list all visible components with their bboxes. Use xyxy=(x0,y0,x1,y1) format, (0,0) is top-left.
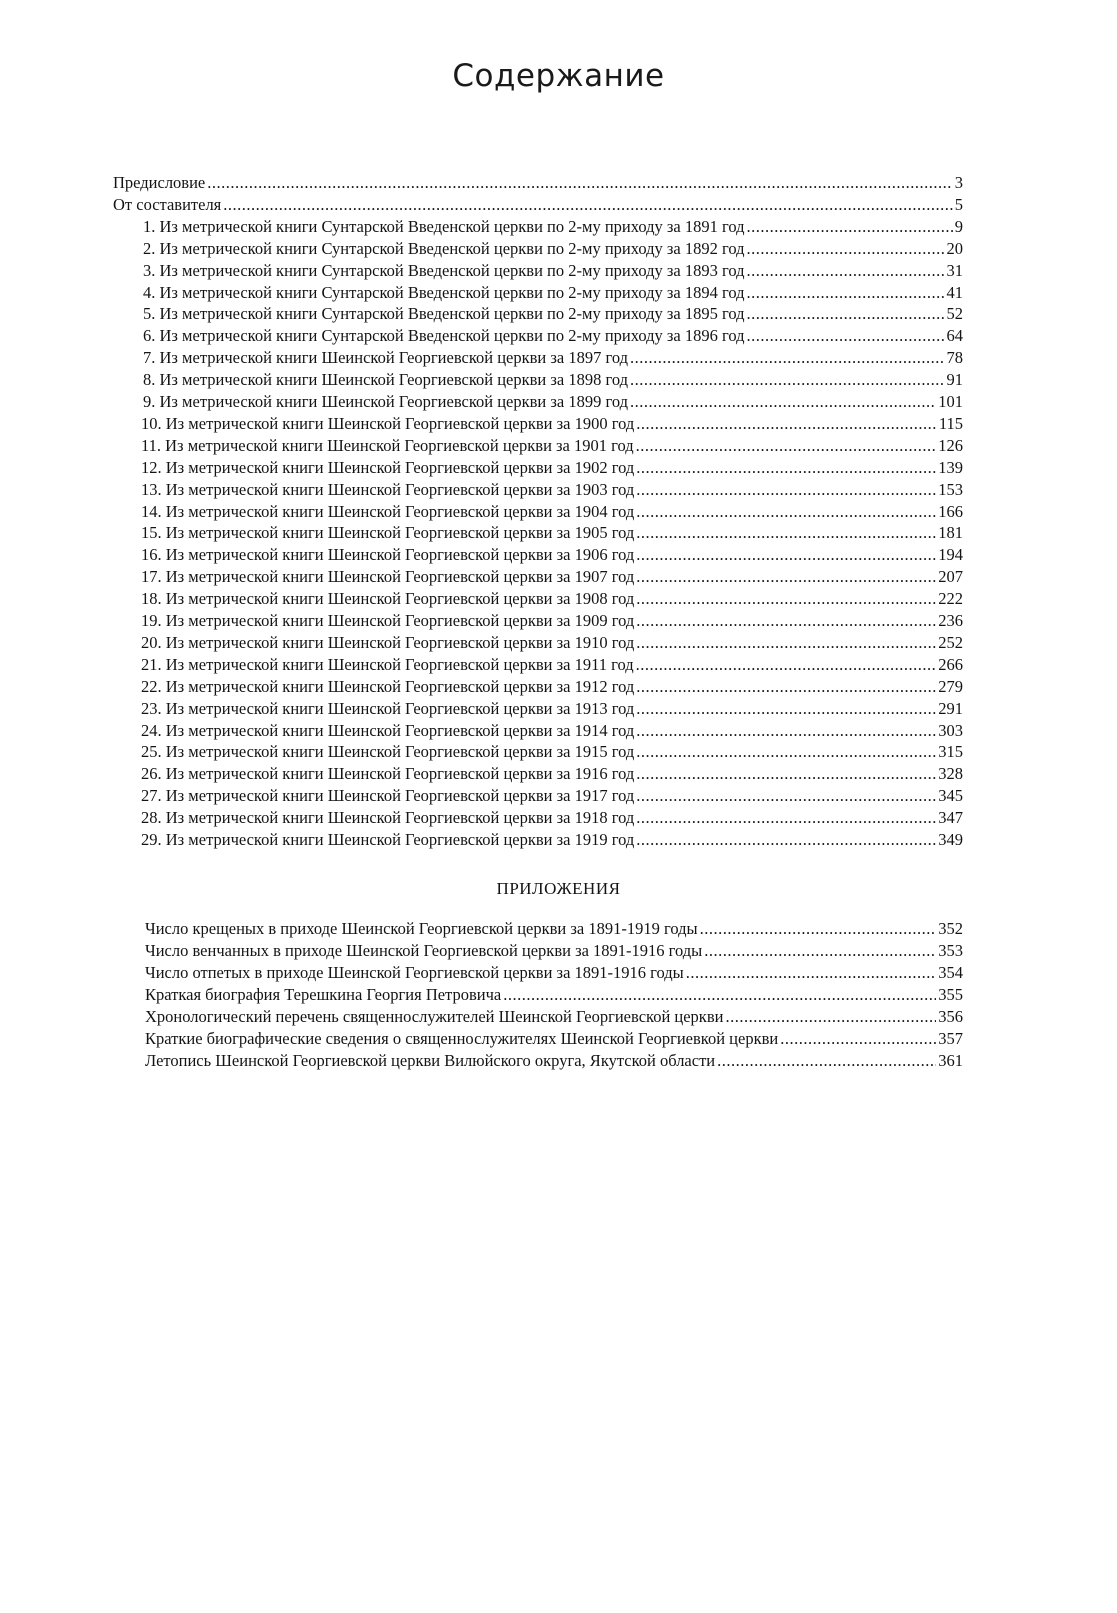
dot-leader xyxy=(747,303,945,325)
toc-entry-page: 52 xyxy=(946,304,963,324)
dot-leader xyxy=(636,501,936,523)
toc-entry-title: Хронологический перечень священнослужителей Шеинской Георгиевской церкви xyxy=(145,1007,724,1026)
dot-leader xyxy=(700,918,937,940)
toc-entry-page: 20 xyxy=(946,238,963,258)
page-title: Содержание xyxy=(452,58,665,94)
toc-entry-page: 354 xyxy=(938,963,963,982)
appendix-row xyxy=(145,984,963,1006)
toc-entry-title: 18. Из метрической книги Шеинской Георгиевской церкви за 1908 год xyxy=(141,589,635,609)
toc-row xyxy=(143,347,963,369)
toc-row xyxy=(143,369,963,391)
appendix-row xyxy=(145,962,963,984)
dot-leader xyxy=(636,457,936,479)
toc-entry-page: 347 xyxy=(938,808,963,828)
toc-entry-title: 27. Из метрической книги Шеинской Георгиевской церкви за 1917 год xyxy=(141,786,635,806)
toc-entry-page: 349 xyxy=(938,830,963,849)
appendix-heading: ПРИЛОЖЕНИЯ xyxy=(496,879,621,898)
toc-row xyxy=(141,807,963,829)
toc-entry-title: Число крещеных в приходе Шеинской Георгиевской церкви за 1891-1919 годы xyxy=(145,919,698,938)
toc-entry-page: 207 xyxy=(938,567,963,587)
toc-entry-title: 7. Из метрической книги Шеинской Георгиевской церкви за 1897 год xyxy=(143,348,629,368)
toc-row xyxy=(141,785,963,807)
toc-entry-page: 345 xyxy=(938,786,963,806)
toc-row xyxy=(143,325,963,347)
toc-entry-page: 139 xyxy=(938,457,963,477)
toc-row xyxy=(141,720,963,742)
dot-leader xyxy=(636,522,936,544)
toc-entry-title: 25. Из метрической книги Шеинской Георгиевской церкви за 1915 год xyxy=(141,742,635,762)
toc-entry-title: 17. Из метрической книги Шеинской Георгиевской церкви за 1907 год xyxy=(141,567,635,587)
toc-row xyxy=(141,632,963,654)
toc-entry-title: Летопись Шеинской Георгиевской церкви Вилюйского округа, Якутской области xyxy=(145,1051,716,1070)
toc-entry-title: 9. Из метрической книги Шеинской Георгиевской церкви за 1899 год xyxy=(143,392,629,411)
toc-entry-page: 5 xyxy=(954,194,963,214)
toc-row xyxy=(143,391,963,413)
toc-row xyxy=(141,698,963,720)
toc-row xyxy=(141,610,963,632)
toc-entry-title: 1. Из метрической книги Сунтарской Введенской церкви по 2-му приходу за 1891 год xyxy=(143,216,745,236)
toc-entry-title: 16. Из метрической книги Шеинской Георгиевской церкви за 1906 год xyxy=(141,545,635,565)
toc-entry-title: 4. Из метрической книги Сунтарской Введенской церкви по 2-му приходу за 1894 год xyxy=(143,282,745,302)
toc-entry-page: 355 xyxy=(938,985,963,1004)
toc-entry-page: 291 xyxy=(938,698,963,718)
toc-entry-title: 5. Из метрической книги Сунтарской Введенской церкви по 2-му приходу за 1895 год xyxy=(143,304,745,324)
toc-entry-title: От составителя xyxy=(113,194,222,214)
toc-row xyxy=(141,763,963,785)
toc-row xyxy=(143,303,963,325)
dot-leader xyxy=(636,807,936,829)
toc-entry-title: 11. Из метрической книги Шеинской Георгиевской церкви за 1901 год xyxy=(141,435,634,455)
dot-leader xyxy=(630,391,936,413)
toc-entry-title: 8. Из метрической книги Шеинской Георгиевской церкви за 1898 год xyxy=(143,370,629,390)
dot-leader xyxy=(717,1050,936,1072)
toc-entry-title: 22. Из метрической книги Шеинской Георгиевской церкви за 1912 год xyxy=(141,676,635,696)
dot-leader xyxy=(747,325,945,347)
toc-row xyxy=(141,566,963,588)
toc-entry-page: 78 xyxy=(946,348,963,368)
toc-entry-page: 153 xyxy=(938,479,963,499)
dot-leader xyxy=(636,654,937,676)
dot-leader xyxy=(636,785,936,807)
toc-entry-page: 356 xyxy=(938,1007,963,1026)
dot-leader xyxy=(747,216,953,238)
toc-entry-page: 266 xyxy=(938,654,963,674)
dot-leader xyxy=(704,940,936,962)
dot-leader xyxy=(503,984,936,1006)
toc-entry-page: 357 xyxy=(938,1029,963,1048)
dot-leader xyxy=(636,479,936,501)
toc-row xyxy=(143,216,963,238)
toc-row xyxy=(141,457,963,479)
toc-entry-page: 222 xyxy=(938,589,963,609)
dot-leader xyxy=(636,588,936,610)
toc-row xyxy=(143,260,963,282)
toc-entry-title: 13. Из метрической книги Шеинской Георгиевской церкви за 1903 год xyxy=(141,479,635,499)
toc-entry-page: 101 xyxy=(938,392,963,411)
toc-entry-page: 64 xyxy=(946,326,963,346)
dot-leader xyxy=(223,194,952,216)
toc-row xyxy=(141,588,963,610)
dot-leader xyxy=(636,720,936,742)
toc-row xyxy=(141,435,963,457)
appendix-row xyxy=(145,1050,963,1072)
dot-leader xyxy=(636,829,936,851)
toc-entry-title: Число отпетых в приходе Шеинской Георгиевской церкви за 1891-1916 годы xyxy=(145,963,684,982)
toc-entry-page: 303 xyxy=(938,720,963,740)
toc-entry-page: 252 xyxy=(938,632,963,652)
toc-entry-title: 3. Из метрической книги Сунтарской Введенской церкви по 2-му приходу за 1893 год xyxy=(143,260,745,280)
dot-leader xyxy=(636,610,936,632)
dot-leader xyxy=(630,369,944,391)
appendix-row xyxy=(145,1028,963,1050)
toc-entry-page: 279 xyxy=(938,676,963,696)
toc-row xyxy=(113,194,963,216)
dot-leader xyxy=(686,962,937,984)
dot-leader xyxy=(747,282,945,304)
dot-leader xyxy=(636,676,936,698)
toc-row xyxy=(141,522,963,544)
dot-leader xyxy=(636,435,937,457)
toc-entry-page: 353 xyxy=(938,941,963,960)
toc-entry-title: 10. Из метрической книги Шеинской Георгиевской церкви за 1900 год xyxy=(141,413,635,433)
appendix-row xyxy=(145,940,963,962)
toc-row xyxy=(143,282,963,304)
dot-leader xyxy=(636,698,936,720)
dot-leader xyxy=(747,238,945,260)
toc-row xyxy=(141,544,963,566)
toc-row xyxy=(141,741,963,763)
toc-entry-title: 28. Из метрической книги Шеинской Георгиевской церкви за 1918 год xyxy=(141,808,635,828)
toc-entry-title: 2. Из метрической книги Сунтарской Введенской церкви по 2-му приходу за 1892 год xyxy=(143,238,745,258)
dot-leader xyxy=(207,172,953,194)
toc-entry-page: 194 xyxy=(938,545,963,565)
toc-row xyxy=(141,676,963,698)
dot-leader xyxy=(725,1006,936,1028)
toc-entry-title: 21. Из метрической книги Шеинской Георгиевской церкви за 1911 год xyxy=(141,654,634,674)
toc-entry-page: 41 xyxy=(946,282,963,302)
toc-entry-page: 126 xyxy=(938,435,963,455)
toc-row xyxy=(141,479,963,501)
toc-entry-title: 12. Из метрической книги Шеинской Георгиевской церкви за 1902 год xyxy=(141,457,635,477)
toc-entry-page: 3 xyxy=(954,173,963,192)
toc-entry-page: 9 xyxy=(954,216,963,236)
toc-entry-title: 23. Из метрической книги Шеинской Георгиевской церкви за 1913 год xyxy=(141,698,635,718)
toc-row xyxy=(141,829,963,851)
toc-entry-page: 361 xyxy=(938,1051,963,1070)
toc-entry-title: Краткие биографические сведения о священнослужителях Шеинской Георгиевкой церкви xyxy=(145,1029,779,1048)
toc-entry-page: 328 xyxy=(938,764,963,784)
toc-row xyxy=(141,501,963,523)
toc-entry-title: Число венчанных в приходе Шеинской Георгиевской церкви за 1891-1916 годы xyxy=(145,941,703,960)
dot-leader xyxy=(630,347,944,369)
dot-leader xyxy=(636,544,936,566)
toc-entry-page: 166 xyxy=(938,501,963,521)
toc-entry-page: 352 xyxy=(938,919,963,938)
toc-entry-page: 181 xyxy=(938,523,963,543)
toc-entry-page: 91 xyxy=(946,370,963,390)
appendix-row xyxy=(145,1006,963,1028)
toc-row xyxy=(143,238,963,260)
toc-entry-title: 14. Из метрической книги Шеинской Георгиевской церкви за 1904 год xyxy=(141,501,635,521)
dot-leader xyxy=(636,741,936,763)
toc-entry-title: Предисловие xyxy=(113,173,206,192)
toc-entry-title: 20. Из метрической книги Шеинской Георгиевской церкви за 1910 год xyxy=(141,632,635,652)
dot-leader xyxy=(636,763,936,785)
toc-row xyxy=(141,654,963,676)
toc-entry-page: 315 xyxy=(938,742,963,762)
dot-leader xyxy=(636,632,936,654)
toc-entry-title: 15. Из метрической книги Шеинской Георгиевской церкви за 1905 год xyxy=(141,523,635,543)
toc-entry-title: 29. Из метрической книги Шеинской Георгиевской церкви за 1919 год xyxy=(141,830,635,849)
dot-leader xyxy=(780,1028,936,1050)
toc-row xyxy=(113,172,963,194)
toc-entry-title: 6. Из метрической книги Сунтарской Введенской церкви по 2-му приходу за 1896 год xyxy=(143,326,745,346)
toc-entry-title: 19. Из метрической книги Шеинской Георгиевской церкви за 1909 год xyxy=(141,611,635,630)
toc-entry-title: Краткая биография Терешкина Георгия Петровича xyxy=(145,985,502,1004)
dot-leader xyxy=(636,413,937,435)
toc-entry-page: 115 xyxy=(938,413,963,433)
dot-leader xyxy=(636,566,936,588)
toc-row xyxy=(141,413,963,435)
toc-entry-page: 236 xyxy=(938,611,963,630)
appendix-row xyxy=(145,918,963,940)
toc-entry-title: 26. Из метрической книги Шеинской Георгиевской церкви за 1916 год xyxy=(141,764,635,784)
dot-leader xyxy=(747,260,945,282)
toc-entry-page: 31 xyxy=(946,260,963,280)
toc-entry-title: 24. Из метрической книги Шеинской Георгиевской церкви за 1914 год xyxy=(141,720,635,740)
